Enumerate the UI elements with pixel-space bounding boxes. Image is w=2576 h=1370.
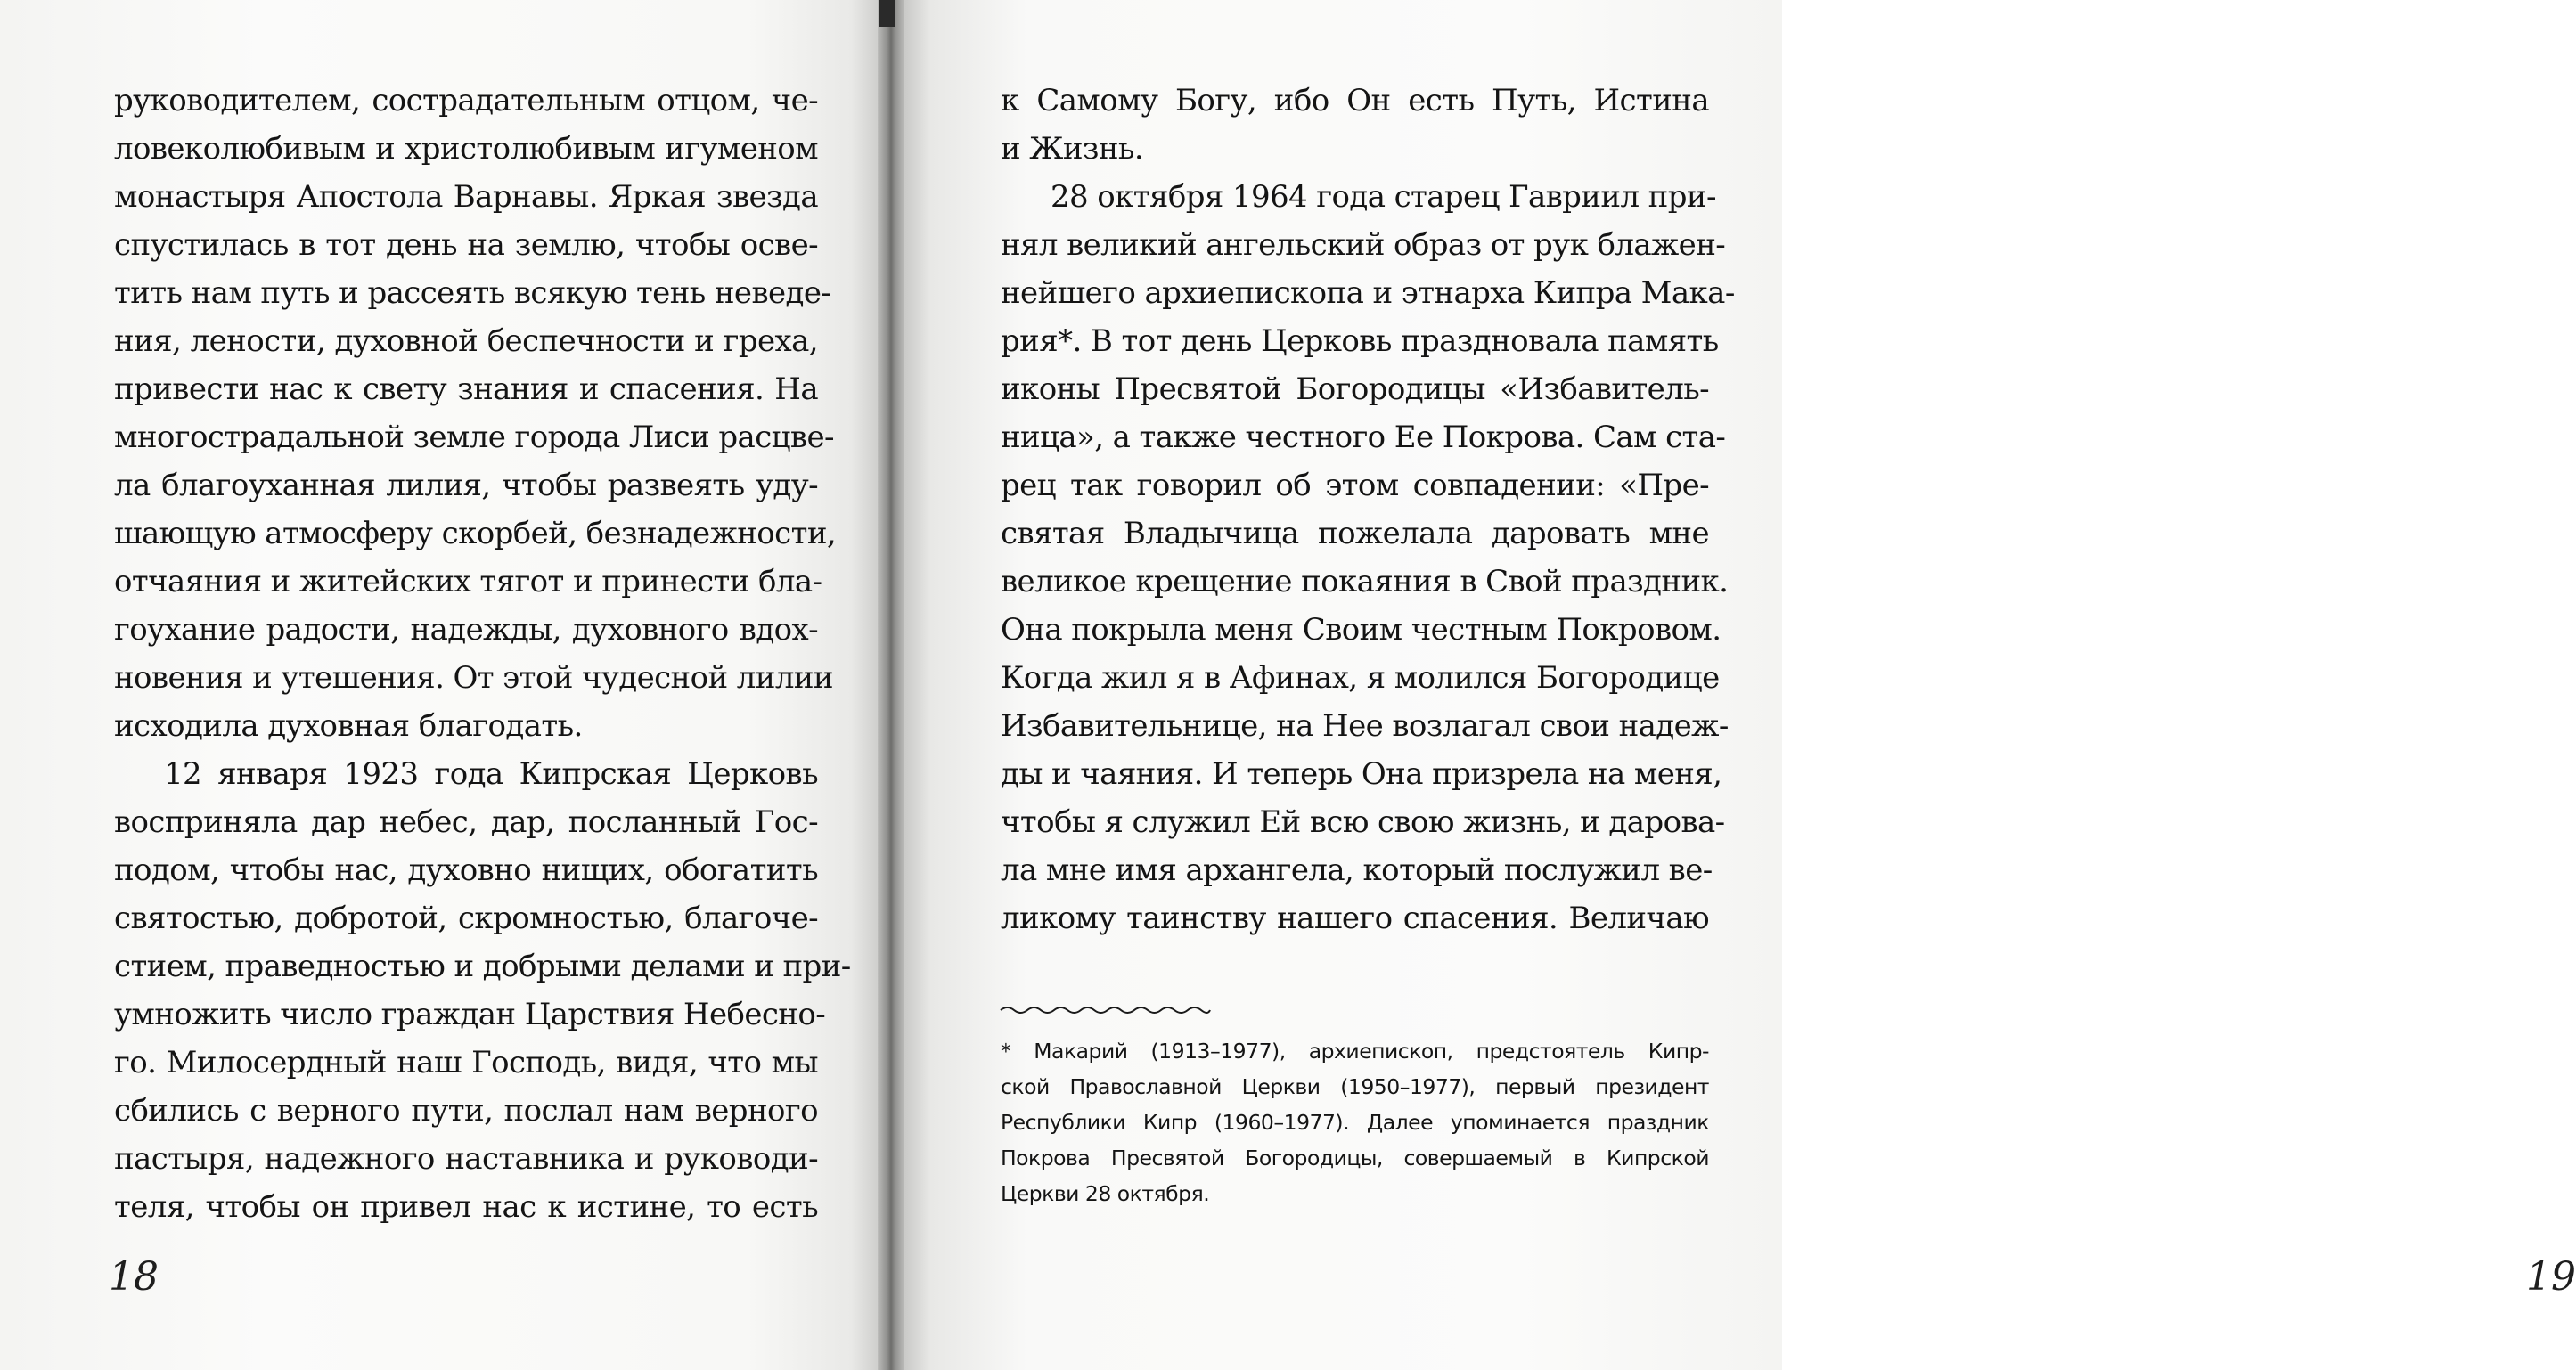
text-line: святостью, добротой, скромностью, благоче-: [114, 901, 818, 936]
footnote-line: Республики Кипр (1960–1977). Далее упоминается праздник: [1001, 1110, 1709, 1135]
right-page-body: [1001, 77, 1735, 942]
text-line: шающую атмосферу скорбей, безнадежности,: [114, 516, 837, 551]
text-line: новения и утешения. От этой чудесной лилии: [114, 660, 833, 696]
text-line: к Самому Богу, ибо Он есть Путь, Истина: [1001, 83, 1709, 118]
text-line: гоухание радости, надежды, духовного вдох-: [114, 612, 818, 648]
page-number-left: 18: [109, 1254, 159, 1300]
footnote: [1001, 1033, 1709, 1211]
text-line: умножить число граждан Царствия Небесно-: [114, 997, 826, 1032]
footnote-line: * Макарий (1913–1977), архиепископ, предстоятель Кипр-: [1001, 1039, 1709, 1064]
text-line: ла благоуханная лилия, чтобы развеять уду-: [114, 468, 818, 503]
text-line: руководителем, сострадательным отцом, че-: [114, 83, 818, 118]
text-line: спустилась в тот день на землю, чтобы осве-: [114, 227, 818, 263]
text-line: ликому таинству нашего спасения. Величаю: [1001, 901, 1709, 936]
text-line: великое крещение покаяния в Свой праздник.: [1001, 564, 1729, 599]
text-line: стием, праведностью и добрыми делами и при-: [114, 949, 851, 984]
text-line: 12 января 1923 года Кипрская Церковь: [164, 756, 818, 792]
footnote-line: Покрова Пресвятой Богородицы, совершаемый в Кипрской: [1001, 1146, 1709, 1170]
text-line: нейшего архиепископа и этнарха Кипра Мака-: [1001, 275, 1735, 311]
text-line: монастыря Апостола Варнавы. Яркая звезда: [114, 179, 818, 215]
footnote-line: Церкви 28 октября.: [1001, 1181, 1210, 1206]
text-line: сбились с верного пути, послал нам верного: [114, 1093, 818, 1129]
text-line: ды и чаяния. И теперь Она призрела на меня,: [1001, 756, 1722, 792]
right-page: [904, 0, 2576, 1370]
text-line: и Жизнь.: [1001, 131, 1144, 167]
text-line: нял великий ангельский образ от рук блажен-: [1001, 227, 1726, 263]
text-line: ловеколюбивым и христолюбивым игуменом: [114, 131, 818, 167]
text-line: Она покрыла меня Своим честным Покровом.: [1001, 612, 1721, 648]
text-line: многострадальной земле города Лиси расцве-: [114, 420, 834, 455]
text-line: чтобы я служил Ей всю свою жизнь, и дарова-: [1001, 804, 1725, 840]
gutter-shadow: [879, 0, 895, 27]
text-line: ния, лености, духовной беспечности и греха,: [114, 323, 818, 359]
text-line: отчаяния и житейских тягот и принести бла-: [114, 564, 822, 599]
text-line: 28 октября 1964 года старец Гавриил при-: [1051, 179, 1716, 215]
text-line: подом, чтобы нас, духовно нищих, обогатить: [114, 852, 818, 888]
text-line: Когда жил я в Афинах, я молился Богородице: [1001, 660, 1720, 696]
text-line: Избавительнице, на Нее возлагал свои надеж-: [1001, 708, 1729, 744]
text-line: рец так говорил об этом совпадении: «Пре-: [1001, 468, 1709, 503]
text-line: привести нас к свету знания и спасения. На: [114, 371, 818, 407]
text-line: ла мне имя архангела, который послужил ве-: [1001, 852, 1713, 888]
page-number-right: 19: [2526, 1254, 2576, 1300]
text-line: исходила духовная благодать.: [114, 708, 583, 744]
text-line: рия*. В тот день Церковь праздновала память: [1001, 323, 1719, 359]
footnote-divider: [1001, 1005, 1210, 1015]
text-line: святая Владычица пожелала даровать мне: [1001, 516, 1709, 551]
text-line: восприняла дар небес, дар, посланный Гос-: [114, 804, 818, 840]
book-gutter: [878, 0, 904, 1370]
text-line: теля, чтобы он привел нас к истине, то есть: [114, 1189, 818, 1225]
text-line: иконы Пресвятой Богородицы «Избавитель-: [1001, 371, 1709, 407]
text-line: пастыря, надежного наставника и руководи-: [114, 1141, 818, 1177]
left-page-body: [114, 77, 851, 1231]
text-line: го. Милосердный наш Господь, видя, что мы: [114, 1045, 818, 1081]
text-line: тить нам путь и рассеять всякую тень неведе-: [114, 275, 831, 311]
left-page: [0, 0, 878, 1370]
text-line: ница», а также честного Ее Покрова. Сам ста-: [1001, 420, 1726, 455]
footnote-line: ской Православной Церкви (1950–1977), первый президент: [1001, 1074, 1709, 1099]
